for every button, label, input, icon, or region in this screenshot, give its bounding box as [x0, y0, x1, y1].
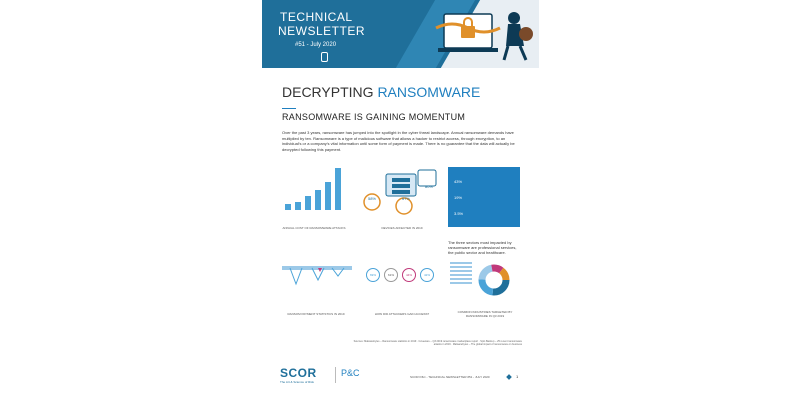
newsletter-page	[262, 0, 539, 400]
box-stat: 19%	[454, 195, 463, 200]
access-caption: HOW DID ATTACKERS GAIN ACCESS?	[374, 312, 430, 316]
lock-icon	[321, 52, 328, 62]
payment-wave-graphic	[282, 262, 352, 306]
industries-caption: COMMON INDUSTRIES TARGETED BY RANSOMWARE IN Q3 2019	[457, 310, 513, 318]
bar-mark	[335, 168, 341, 210]
access-stat: 61%	[384, 268, 398, 282]
page-title: DECRYPTING RANSOMWARE	[282, 84, 481, 100]
scor-logo: SCOR	[280, 366, 317, 380]
devices-illustration	[362, 166, 438, 216]
device-stat: 58%	[367, 196, 376, 201]
box-stat: 3.5%	[454, 211, 464, 216]
device-stat: 67%	[401, 196, 410, 201]
box-stat: 43%	[454, 179, 463, 184]
footer-text: SCOR P&C - TECHNICAL NEWSLETTER #51 - JULY 2020	[410, 375, 490, 379]
section-subtitle: RANSOMWARE IS GAINING MOMENTUM	[282, 112, 466, 122]
banner-title-line1: TECHNICAL	[280, 10, 353, 24]
annual-cost-caption: ANNUAL COST OF RANSOMWARE ATTACKS	[282, 226, 346, 230]
header-banner	[262, 0, 539, 68]
sources-note: Sources: Malwarebytes – Ransomware statistics in 2019 · Coveware – Q3 2019 ransomware marketplace report · Spin Backup – 25 recent ransomware attacks in 2019 · Malwarebytes – The global impact of ransomware on business	[353, 340, 522, 346]
bar-mark	[325, 182, 331, 210]
access-stat: 69%	[366, 268, 380, 282]
bar-mark	[315, 190, 321, 210]
devices-caption: DEVICES AFFECTED IN 2019	[381, 226, 423, 230]
device-stat: 80%	[424, 184, 433, 189]
bar-mark	[295, 202, 301, 210]
payment-caption: RANSOM PAYMENT STATISTICS IN 2019	[287, 312, 345, 316]
access-stat: 42%	[420, 268, 434, 282]
stats-box	[448, 167, 520, 227]
sectors-text: The three sectors most impacted by ransomware are professional services, the public sector and healthcare.	[448, 240, 517, 255]
title-rule	[282, 108, 296, 109]
scor-tagline: The Art & Science of Risk	[280, 380, 315, 384]
industries-donut	[448, 256, 520, 306]
issue-label: #51 - July 2020	[295, 42, 337, 48]
division-label: P&C	[341, 368, 360, 378]
ransomware-illustration	[422, 4, 537, 66]
page-number: 1	[516, 374, 519, 379]
bar-mark	[305, 196, 311, 210]
bar-mark	[285, 204, 291, 210]
title-highlight: RANSOMWARE	[377, 84, 481, 100]
banner-title-line2: NEWSLETTER	[278, 24, 366, 38]
diamond-icon	[506, 374, 512, 380]
intro-paragraph: Over the past 3 years, ransomware has jumped into the spotlight in the cyber threat landscape. Annual ransomware demands have multiplied by ten. Ransomware is a type of malicious software that allows a hacker to restrict access, through encryption, to an individual's or a company's vital information until some form of payment is made. There is no guarantee that the data will actually be decrypted following this payment.	[282, 130, 515, 152]
footer-divider	[335, 367, 336, 383]
access-stat: 44%	[402, 268, 416, 282]
